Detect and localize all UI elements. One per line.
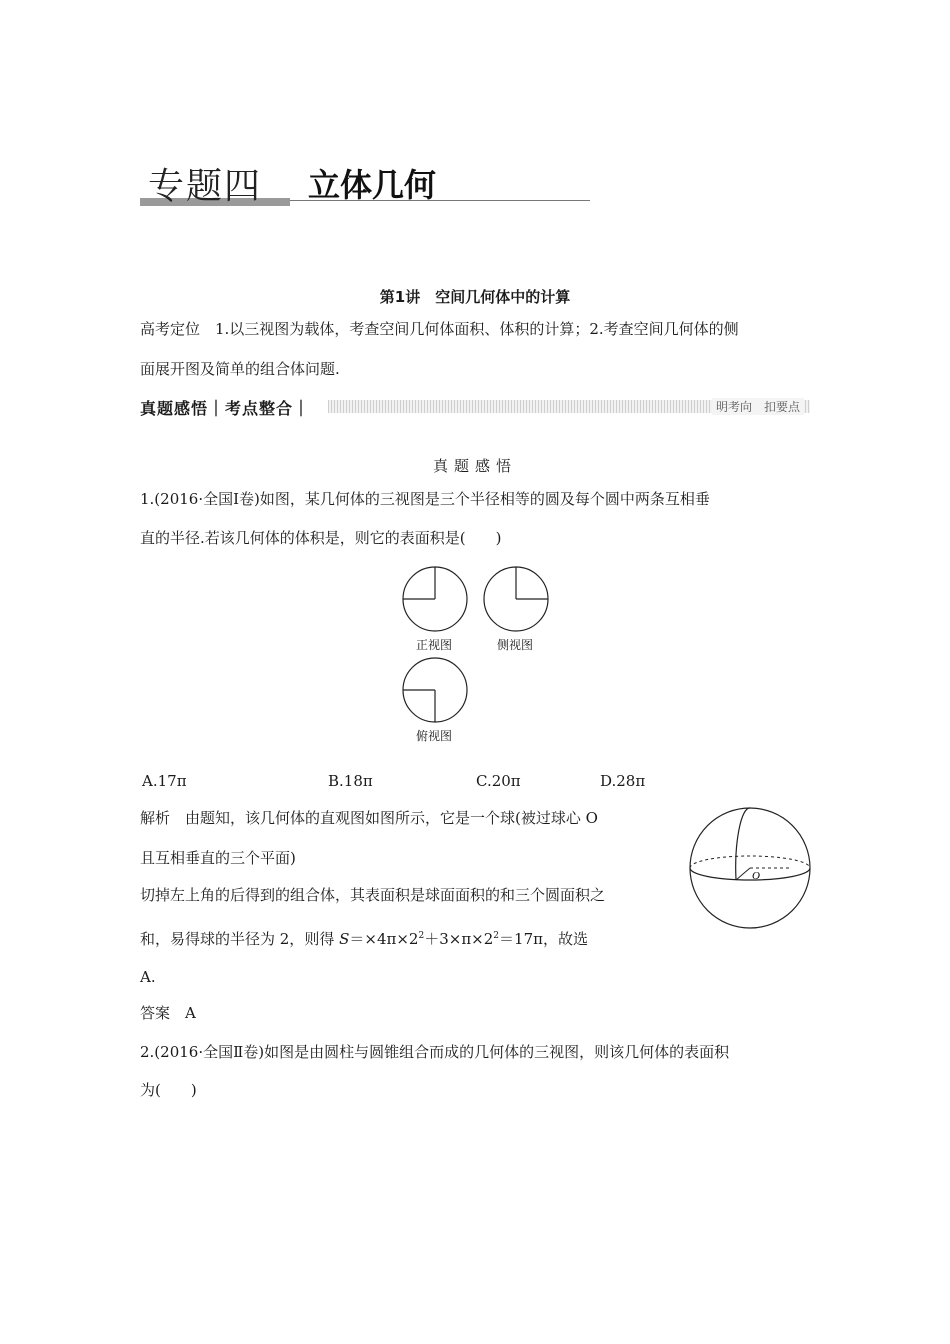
surface-area-symbol: S bbox=[339, 930, 350, 948]
option-c: C.20π bbox=[476, 772, 521, 790]
analysis-line5: A. bbox=[140, 968, 156, 986]
lecture-title: 第1讲 空间几何体中的计算 bbox=[379, 288, 571, 306]
analysis-line4-mid2: ＋3×π×2 bbox=[424, 930, 494, 948]
section-bar bbox=[140, 396, 810, 418]
exponent-1: 2 bbox=[418, 931, 425, 941]
option-a: A.17π bbox=[142, 772, 187, 790]
option-b: B.18π bbox=[328, 772, 373, 790]
analysis-line4 bbox=[140, 927, 680, 948]
section-bar-right-label: 明考向 扣要点 bbox=[712, 398, 804, 415]
section-heading: 真题感悟 bbox=[432, 457, 517, 475]
center-radius bbox=[736, 868, 750, 880]
topic-name: 立体几何 bbox=[308, 166, 437, 204]
front-view-caption: 正视图 bbox=[416, 638, 453, 652]
side-view bbox=[484, 567, 548, 631]
equator-front bbox=[690, 868, 810, 880]
analysis-line1: 解析 由题知，该几何体的直观图如图所示，它是一个球(被过球心 O bbox=[140, 809, 598, 827]
section-bar-label: 真题感悟｜考点整合｜ bbox=[140, 399, 311, 418]
q1-line2: 直的半径.若该几何体的体积是，则它的表面积是( ) bbox=[140, 529, 502, 547]
side-view-caption: 侧视图 bbox=[497, 638, 534, 652]
q1-line1: 1.(2016·全国Ⅰ卷)如图，某几何体的三视图是三个半径相等的圆及每个圆中两条互相垂 bbox=[140, 490, 710, 508]
q2-line1: 2.(2016·全国Ⅱ卷)如图是由圆柱与圆锥组合而成的几何体的三视图，则该几何体的表面积 bbox=[140, 1043, 730, 1061]
topic-number: 专题四 bbox=[148, 166, 263, 207]
top-view bbox=[403, 658, 467, 722]
front-view bbox=[403, 567, 467, 631]
top-view-caption: 俯视图 bbox=[416, 729, 453, 743]
exam-focus-line2: 面展开图及简单的组合体问题. bbox=[140, 360, 340, 378]
analysis-line4-end: ＝17π，故选 bbox=[499, 930, 588, 948]
exam-focus-line1: 高考定位 1.以三视图为载体，考查空间几何体面积、体积的计算；2.考查空间几何体的侧 bbox=[140, 320, 739, 338]
analysis-line3: 切掉左上角的后得到的组合体，其表面积是球面面积的和三个圆面积之 bbox=[140, 886, 606, 904]
q2-line2: 为( ) bbox=[140, 1081, 197, 1099]
analysis-line2: 且互相垂直的三个平面) bbox=[140, 849, 296, 867]
equator-back bbox=[690, 856, 810, 868]
sphere-figure bbox=[688, 806, 814, 932]
exponent-2: 2 bbox=[493, 931, 500, 941]
topic-header bbox=[140, 158, 595, 208]
analysis-line4-pre: 和，易得球的半径为 2，则得 bbox=[140, 930, 340, 948]
sphere-center-label: O bbox=[752, 870, 760, 882]
q1-answer: 答案 A bbox=[140, 1004, 196, 1022]
option-d: D.28π bbox=[600, 772, 646, 790]
analysis-line4-mid: ＝×4π×2 bbox=[349, 930, 419, 948]
